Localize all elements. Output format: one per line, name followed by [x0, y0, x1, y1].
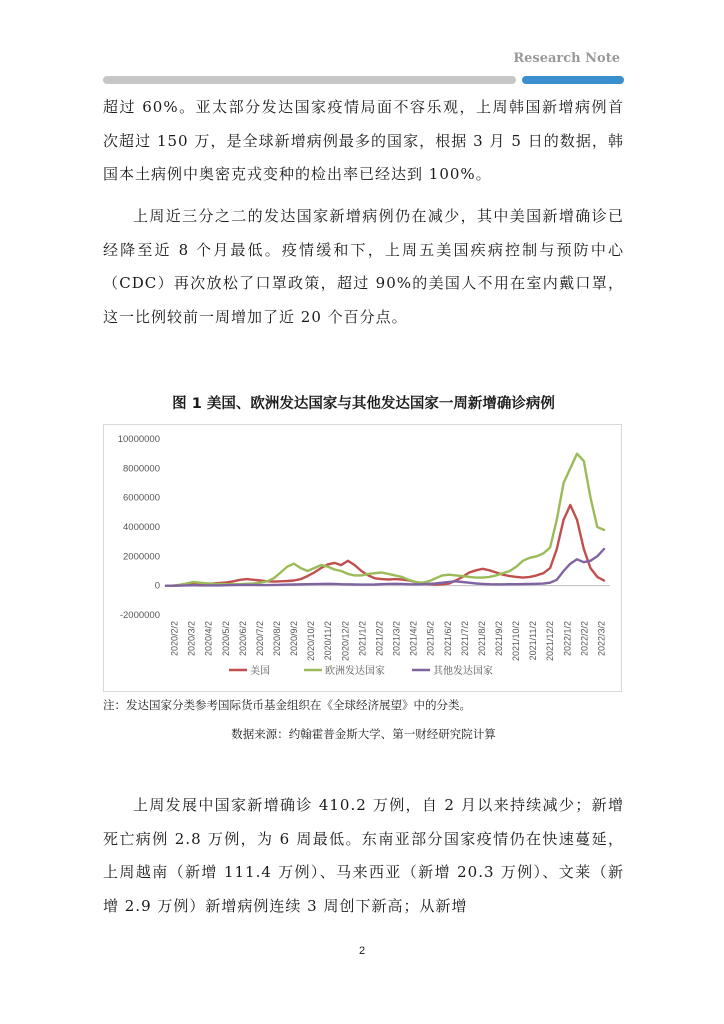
- header-rule-blue: [522, 76, 624, 84]
- x-tick-label: 2021/8/2: [476, 621, 487, 657]
- x-tick-label: 2021/7/2: [459, 621, 470, 657]
- y-tick-label: 10000000: [117, 434, 160, 445]
- header-rule-gray: [103, 76, 516, 84]
- paragraph-1: 超过 60%。亚太部分发达国家疫情局面不容乐观，上周韩国新增病例首次超过 150 万，是全球新增病例最多的国家，根据 3 月 5 日的数据，韩国本土病例中奥密克戎变种的检出率已经达到 100%。: [103, 98, 624, 183]
- x-tick-label: 2021/9/2: [494, 621, 504, 657]
- x-tick-label: 2021/3/2: [391, 621, 402, 657]
- y-tick-label: 0: [154, 580, 160, 592]
- x-tick-label: 2020/2/2: [169, 621, 180, 657]
- legend-label-0: 美国: [250, 666, 270, 677]
- x-tick-label: 2020/12/2: [340, 621, 351, 662]
- x-tick-label: 2020/9/2: [289, 621, 300, 657]
- x-tick-label: 2020/5/2: [220, 621, 231, 657]
- header-label: Research Note: [513, 51, 620, 66]
- legend-label-1: 欧洲发达国家: [325, 666, 385, 677]
- x-tick-label: 2020/7/2: [254, 621, 265, 657]
- x-tick-label: 2022/3/2: [596, 621, 607, 657]
- series-line-1: [166, 454, 604, 586]
- x-tick-label: 2021/4/2: [408, 621, 419, 657]
- x-tick-label: 2021/1/2: [357, 621, 368, 657]
- x-tick-label: 2021/5/2: [425, 621, 436, 657]
- x-tick-label: 2022/1/2: [562, 621, 573, 657]
- y-tick-label: 8000000: [123, 463, 160, 475]
- x-tick-label: 2021/6/2: [442, 621, 453, 657]
- legend-label-2: 其他发达国家: [433, 666, 493, 677]
- x-tick-label: 2020/11/2: [323, 621, 334, 661]
- x-tick-label: 2021/10/2: [511, 621, 522, 662]
- x-tick-label: 2022/2/2: [579, 621, 590, 657]
- chart-frame: [103, 424, 622, 692]
- figure-source: 数据来源：约翰霍普金斯大学、第一财经研究院计算: [231, 727, 496, 741]
- figure-note: 注：发达国家分类参考国际货币基金组织在《全球经济展望》中的分类。: [103, 698, 471, 712]
- x-tick-label: 2020/10/2: [306, 621, 317, 662]
- x-tick-label: 2020/8/2: [272, 621, 282, 657]
- y-tick-label: 2000000: [123, 551, 160, 563]
- y-tick-label: 4000000: [123, 522, 160, 533]
- x-tick-label: 2021/2/2: [374, 621, 385, 657]
- x-tick-label: 2020/4/2: [203, 621, 214, 657]
- x-tick-label: 2021/12/2: [545, 621, 556, 662]
- x-tick-label: 2021/11/2: [528, 621, 539, 661]
- line-chart: [104, 425, 621, 691]
- page-number: 2: [358, 945, 366, 957]
- paragraph-2: 上周近三分之二的发达国家新增病例仍在减少，其中美国新增确诊已经降至近 8 个月最低。疫情缓和下，上周五美国疾病控制与预防中心（CDC）再次放松了口罩政策，超过 90%的美国人不用在室内戴口罩，这一比例较前一周增加了近 20 个百分点。: [103, 207, 624, 326]
- paragraph-3: 上周发展中国家新增确诊 410.2 万例，自 2 月以来持续减少；新增死亡病例 2.8 万例，为 6 周最低。东南亚部分国家疫情仍在快速蔓延，上周越南（新增 111.4 万例）、马来西亚（新增 20.3 万例）、文莱（新增 2.9 万例）新增病例连续 3 周创下新高；从新增: [103, 796, 624, 915]
- x-tick-label: 2020/3/2: [186, 621, 197, 657]
- y-tick-label: -2000000: [119, 610, 160, 621]
- y-tick-label: 6000000: [123, 492, 160, 504]
- x-tick-label: 2020/6/2: [237, 621, 248, 657]
- figure-title: 图 1 美国、欧洲发达国家与其他发达国家一周新增确诊病例: [172, 396, 555, 412]
